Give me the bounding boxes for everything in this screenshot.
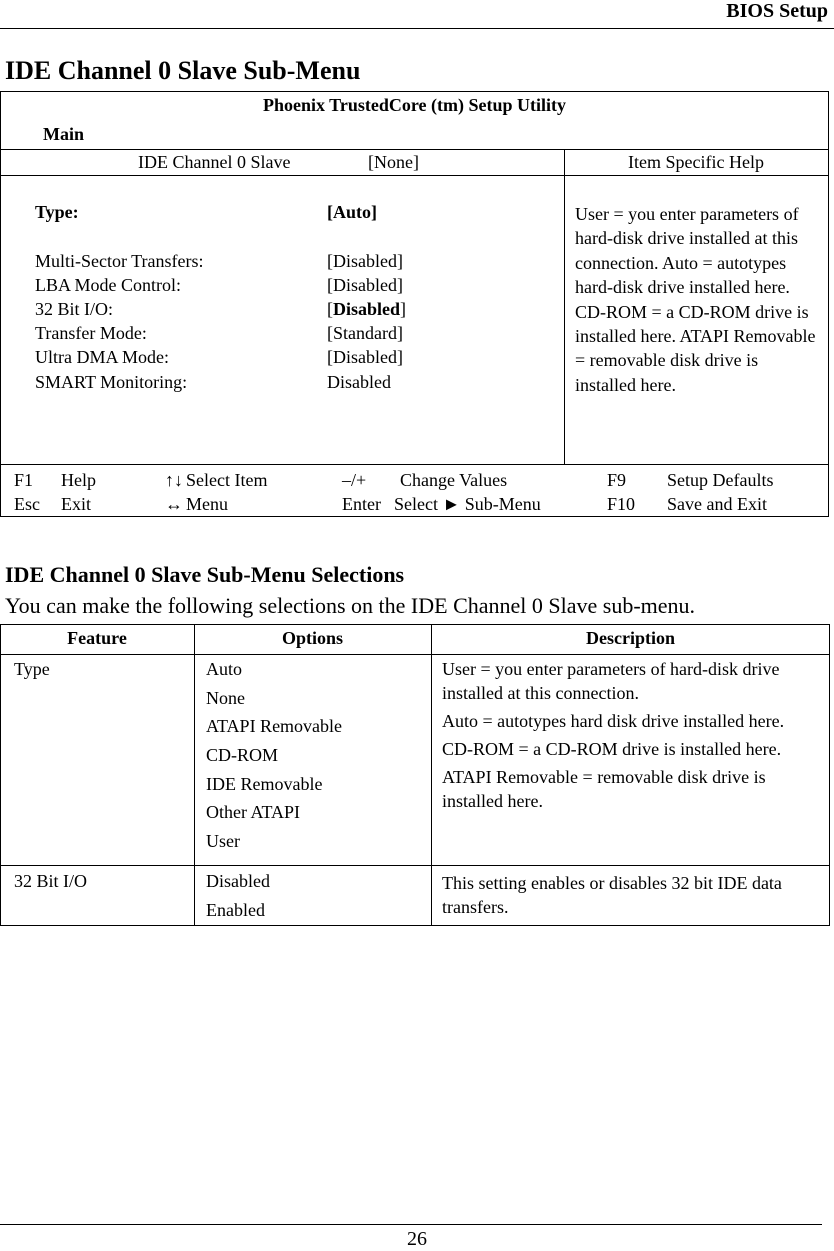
bios-header-divider bbox=[0, 175, 829, 176]
section-title: IDE Channel 0 Slave Sub-Menu bbox=[5, 56, 361, 85]
table-header-feature: Feature bbox=[67, 628, 127, 648]
table-row-1-description bbox=[442, 657, 812, 817]
key-enter: Enter bbox=[342, 494, 381, 514]
option-item: None bbox=[206, 687, 245, 708]
bios-field-multi-sector-label: Multi-Sector Transfers: bbox=[35, 251, 204, 271]
selections-intro: You can make the following selections on the IDE Channel 0 Slave sub-menu. bbox=[5, 593, 696, 618]
description-paragraph: ATAPI Removable = removable disk drive is installed here. bbox=[442, 767, 766, 811]
bios-menu-divider bbox=[0, 149, 829, 150]
key-updown-action: Select Item bbox=[186, 470, 268, 490]
option-item: CD-ROM bbox=[206, 745, 279, 766]
description-paragraph: User = you enter parameters of hard-disk drive installed at this connection. bbox=[442, 659, 780, 703]
table-row-divider bbox=[0, 865, 830, 866]
key-esc-action: Exit bbox=[61, 494, 91, 514]
bios-field-lba-label: LBA Mode Control: bbox=[35, 275, 182, 295]
key-minus-plus-action: Change Values bbox=[400, 470, 508, 490]
table-header-description: Description bbox=[586, 628, 675, 648]
key-f1-action: Help bbox=[61, 470, 96, 490]
option-item: Enabled bbox=[206, 899, 265, 920]
bios-field-transfer-mode-label: Transfer Mode: bbox=[35, 323, 147, 343]
bios-field-smart-value[interactable]: Disabled bbox=[327, 372, 391, 392]
key-esc: Esc bbox=[14, 494, 40, 514]
table-col-divider-1 bbox=[194, 624, 195, 926]
description-paragraph: This setting enables or disables 32 bit IDE data transfers. bbox=[442, 873, 782, 917]
bios-column-divider bbox=[564, 149, 565, 464]
key-enter-action: Select ► Sub-Menu bbox=[394, 494, 541, 514]
bios-field-transfer-mode-value[interactable]: [Standard] bbox=[327, 323, 403, 343]
bios-field-32bit-label: 32 Bit I/O: bbox=[35, 299, 114, 319]
bios-field-type-label: Type: bbox=[35, 202, 79, 222]
key-leftright-action: Menu bbox=[186, 494, 228, 514]
table-col-divider-2 bbox=[431, 624, 432, 926]
option-item: Disabled bbox=[206, 871, 270, 891]
key-updown-arrows: ↑↓ bbox=[165, 470, 183, 490]
table-row-2-description bbox=[442, 871, 812, 923]
key-f9: F9 bbox=[607, 470, 627, 490]
selections-title: IDE Channel 0 Slave Sub-Menu Selections bbox=[5, 562, 405, 587]
page-number: 26 bbox=[407, 1228, 427, 1250]
key-f9-action: Setup Defaults bbox=[667, 470, 774, 490]
key-f10: F10 bbox=[607, 494, 636, 514]
option-item: Other ATAPI bbox=[206, 802, 301, 823]
key-f10-action: Save and Exit bbox=[667, 494, 767, 514]
bios-field-ultra-dma-label: Ultra DMA Mode: bbox=[35, 347, 169, 367]
footer-rule bbox=[0, 1224, 822, 1225]
bios-field-32bit-value-text: Disabled bbox=[333, 299, 401, 319]
bios-field-type-value[interactable]: [Auto] bbox=[327, 202, 377, 222]
table-row-1-feature: Type bbox=[14, 659, 50, 679]
key-f1: F1 bbox=[14, 470, 34, 490]
bios-field-multi-sector-value[interactable]: [Disabled] bbox=[327, 251, 403, 271]
bracket-close: ] bbox=[400, 299, 407, 319]
bios-submenu-value: [None] bbox=[368, 152, 419, 172]
bracket-open: [ bbox=[327, 299, 333, 319]
option-item: User bbox=[206, 831, 240, 852]
bios-utility-title: Phoenix TrustedCore (tm) Setup Utility bbox=[263, 95, 566, 115]
option-item: ATAPI Removable bbox=[206, 716, 343, 737]
bios-menu-main[interactable]: Main bbox=[43, 124, 85, 144]
running-header: BIOS Setup bbox=[726, 0, 828, 22]
bios-field-lba-value[interactable]: [Disabled] bbox=[327, 275, 403, 295]
key-leftright-arrow: ↔ bbox=[165, 494, 183, 514]
option-item: Auto bbox=[206, 659, 242, 679]
option-item: IDE Removable bbox=[206, 773, 323, 794]
bios-field-smart-label: SMART Monitoring: bbox=[35, 372, 188, 392]
key-minus-plus: –/+ bbox=[342, 470, 367, 490]
table-header-options: Options bbox=[281, 628, 344, 648]
bios-legend-divider bbox=[0, 464, 829, 465]
bios-help-text: User = you enter parameters of hard-disk drive installed at this connection. Auto = autotypes hard-disk drive installed here. CD-ROM = a CD-ROM drive is installed here. ATAPI Removable = removable disk drive is installed here. bbox=[575, 204, 816, 395]
table-row-2-options bbox=[206, 867, 270, 924]
table-row-1-options bbox=[206, 655, 342, 856]
description-paragraph: Auto = autotypes hard disk drive installed here. bbox=[442, 711, 785, 731]
bios-field-32bit-value[interactable] bbox=[327, 299, 406, 320]
bios-help-header: Item Specific Help bbox=[628, 152, 764, 172]
description-paragraph: CD-ROM = a CD-ROM drive is installed here. bbox=[442, 739, 782, 759]
table-row-2-feature: 32 Bit I/O bbox=[14, 871, 88, 891]
bios-submenu-title: IDE Channel 0 Slave bbox=[138, 152, 291, 172]
header-rule bbox=[0, 28, 834, 29]
bios-field-ultra-dma-value[interactable]: [Disabled] bbox=[327, 347, 403, 367]
table-header-divider bbox=[0, 654, 830, 655]
